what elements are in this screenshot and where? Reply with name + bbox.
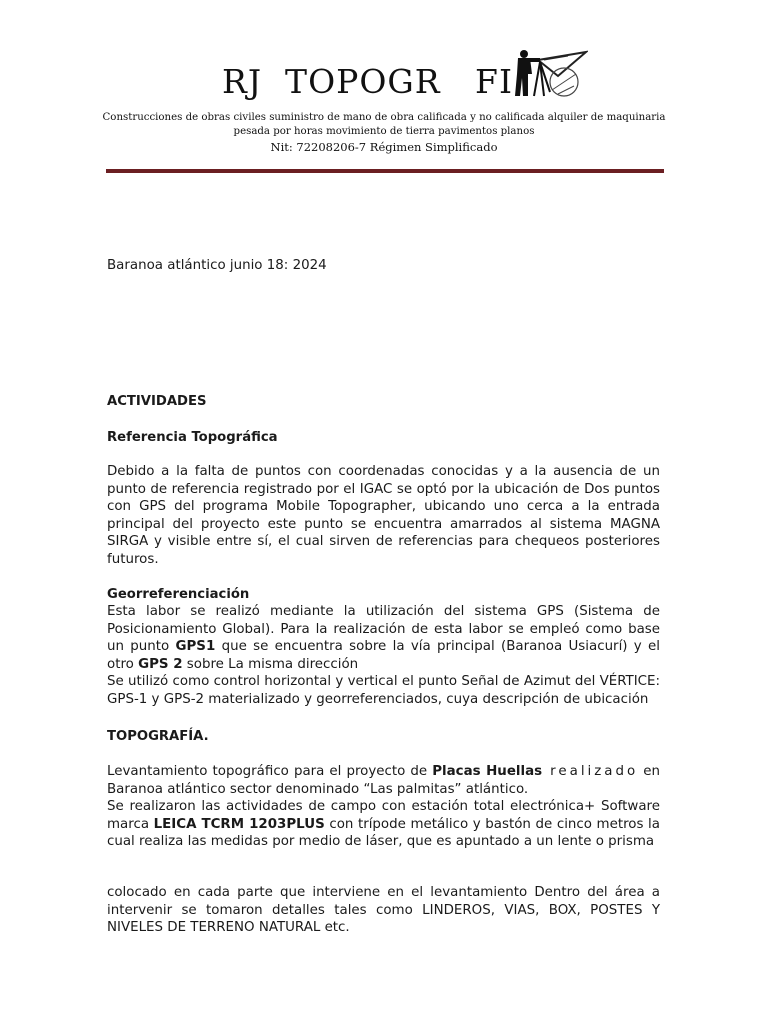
topografia-leica: LEICA TCRM 1203PLUS <box>153 816 325 832</box>
paragraph-topografia <box>107 763 660 851</box>
georref-text-p2: Se utilizó como control horizontal y vertical el punto Señal de Azimut del VÉRTICE: GPS-1 y GPS-2 materializado y georreferenciados, cuya descripción de ubicación <box>107 674 660 707</box>
heading-georreferenciacion: Georreferenciación <box>107 587 250 602</box>
header-divider <box>106 169 664 173</box>
company-nit: Nit: 72208206-7 Régimen Simplificado <box>270 140 498 154</box>
heading-referencia: Referencia Topográfica <box>107 430 278 445</box>
georref-gps2: GPS 2 <box>138 656 183 672</box>
topografia-text-b1: Se realizaron las actividades de campo con estación total electrónica+ Software marca <box>107 799 660 832</box>
georref-text-a: Esta labor se realizó mediante la utilización del sistema GPS (Sistema de Posicionamiento Global). Para la realización de esta labor se empleó como base un punto <box>107 604 660 655</box>
company-description-line2: pesada por horas movimiento de tierra pavimentos planos <box>233 126 535 137</box>
topografia-text-a4: en Baranoa atlántico sector denominado “Las palmitas” atlántico. <box>107 764 660 797</box>
paragraph-georreferenciacion <box>107 603 660 709</box>
georref-text-c: que se encuentra sobre la vía principal (Baranoa Usiacurí) y el otro <box>107 639 660 672</box>
heading-actividades: ACTIVIDADES <box>107 394 207 409</box>
paragraph-levantamiento: colocado en cada parte que interviene en el levantamiento Dentro del área a intervenir se tomaron detalles tales como LINDEROS, VIAS, BOX, POSTES Y NIVELES DE TERRENO NATURAL etc. <box>107 885 660 936</box>
topografia-realizado: realizado <box>542 764 639 779</box>
date-line: Baranoa atlántico junio 18: 2024 <box>107 258 327 273</box>
heading-topografia: TOPOGRAFÍA. <box>107 729 209 744</box>
topografia-placas-huellas: Placas Huellas <box>432 764 543 779</box>
company-description-line1: Construcciones de obras civiles suministro de mano de obra calificada y no calificada alquiler de maquinaria <box>102 112 666 123</box>
company-title: RJ TOPOGR FI <box>222 62 513 101</box>
topografia-text-a1: Levantamiento topográfico para el proyecto de <box>107 764 433 779</box>
paragraph-referencia: Debido a la falta de puntos con coordenadas conocidas y a la ausencia de un punto de referencia registrado por el IGAC se optó por la ubicación de Dos puntos con GPS del programa Mobile Topographer, ubicando uno cerca a la entrada principal del proyecto este punto se encuentra amarrados al sistema MAGNA SIRGA y visible entre sí, el cual sirven de referencias para chequeos posteriores futuros. <box>107 464 660 567</box>
topografia-text-b3: con trípode metálico y bastón de cinco metros la cual realiza las medidas por medio de láser, que es apuntado a un lente o prisma <box>107 816 660 850</box>
georref-gps1: GPS1 <box>175 639 216 655</box>
georref-text-e: sobre La misma dirección <box>182 656 359 672</box>
surveyor-logo-icon <box>508 46 588 102</box>
